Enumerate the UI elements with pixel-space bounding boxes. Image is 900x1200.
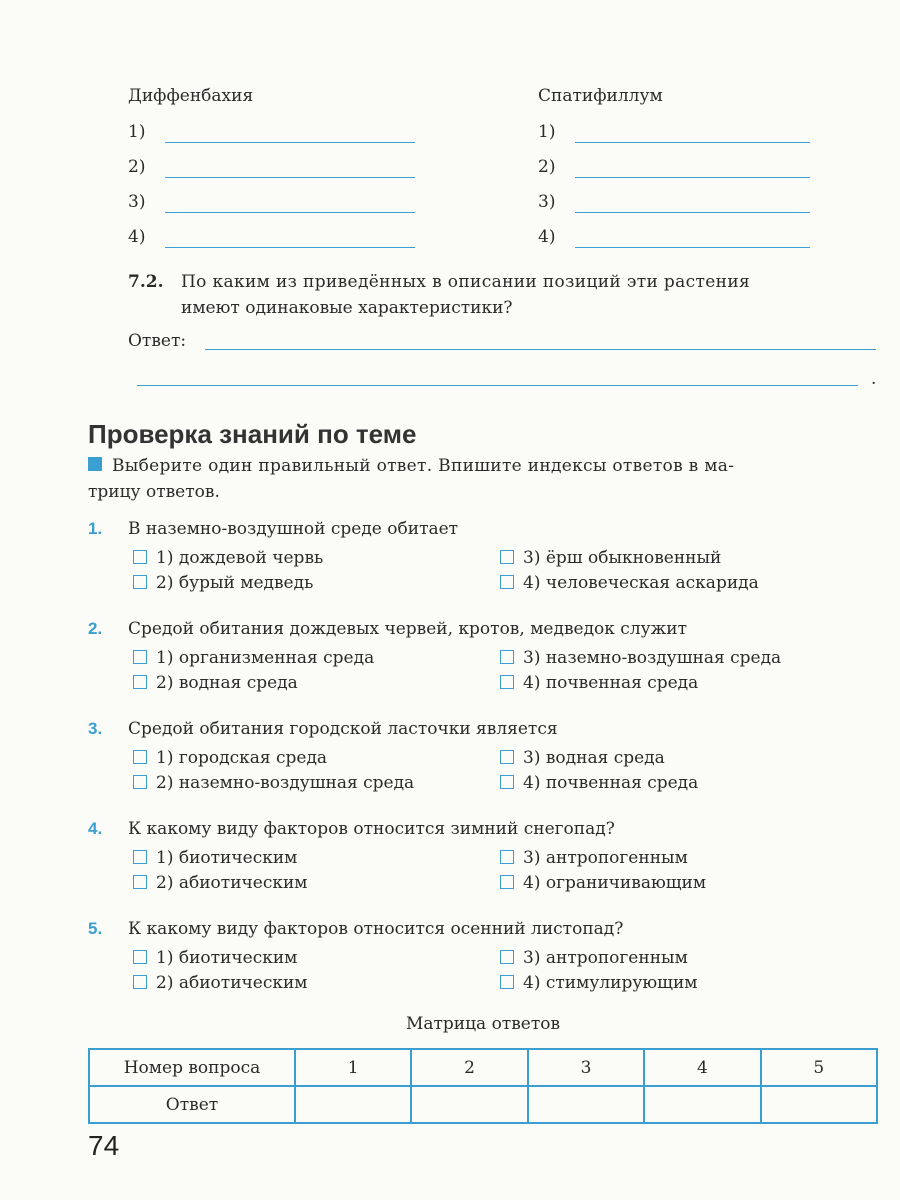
checkbox[interactable] <box>500 650 514 664</box>
instruction-line: трицу ответов. <box>88 482 220 502</box>
answer-line[interactable] <box>575 177 810 178</box>
checkbox[interactable] <box>500 675 514 689</box>
plant-name: Спатифиллум <box>538 86 663 106</box>
row-label: Ответ <box>89 1086 295 1123</box>
item-number: 1) <box>538 122 556 142</box>
answer-option[interactable] <box>500 548 721 568</box>
checkbox[interactable] <box>133 875 147 889</box>
answer-line[interactable] <box>165 212 415 213</box>
option-label: 4) почвенная среда <box>523 773 699 793</box>
task-text: По каким из приведённых в описании позиций эти растения <box>181 272 751 292</box>
question-number: 1. <box>88 519 103 538</box>
column-number: 1 <box>295 1049 411 1086</box>
checkbox[interactable] <box>500 950 514 964</box>
answer-matrix <box>88 1048 878 1124</box>
checkbox[interactable] <box>133 575 147 589</box>
checkbox[interactable] <box>500 550 514 564</box>
checkbox[interactable] <box>133 550 147 564</box>
item-number: 4) <box>538 227 556 247</box>
option-label: 2) водная среда <box>156 673 298 693</box>
option-label: 2) абиотическим <box>156 873 308 893</box>
option-label: 4) человеческая аскарида <box>523 573 759 593</box>
answer-option[interactable] <box>133 948 297 968</box>
answer-line[interactable] <box>575 247 810 248</box>
checkbox[interactable] <box>133 975 147 989</box>
bullet-square-icon <box>88 457 102 471</box>
option-label: 3) антропогенным <box>523 948 688 968</box>
option-label: 2) абиотическим <box>156 973 308 993</box>
option-label: 1) биотическим <box>156 848 298 868</box>
option-label: 3) наземно-воздушная среда <box>523 648 782 668</box>
option-label: 1) городская среда <box>156 748 328 768</box>
column-number: 5 <box>761 1049 877 1086</box>
item-number: 3) <box>128 192 146 212</box>
option-label: 1) дождевой червь <box>156 548 324 568</box>
answer-option[interactable] <box>133 648 374 668</box>
checkbox[interactable] <box>500 875 514 889</box>
section-title: Проверка знаний по теме <box>88 419 417 449</box>
instruction <box>88 456 734 476</box>
checkbox[interactable] <box>133 675 147 689</box>
page-number: 74 <box>88 1130 120 1161</box>
answer-cell[interactable] <box>528 1086 644 1123</box>
answer-option[interactable] <box>133 973 308 993</box>
column-number: 2 <box>411 1049 527 1086</box>
task-text: имеют одинаковые характеристики? <box>181 298 513 318</box>
checkbox[interactable] <box>500 575 514 589</box>
checkbox[interactable] <box>133 850 147 864</box>
question-number: 3. <box>88 719 103 738</box>
question-text: К какому виду факторов относится осенний листопад? <box>128 919 624 939</box>
answer-option[interactable] <box>500 948 688 968</box>
answer-option[interactable] <box>500 648 781 668</box>
instruction-line: Выберите один правильный ответ. Впишите индексы ответов в ма- <box>112 456 735 476</box>
answer-option[interactable] <box>500 973 698 993</box>
plant-name: Диффенбахия <box>128 86 254 106</box>
question-number: 5. <box>88 919 103 938</box>
answer-label: Ответ: <box>128 331 187 351</box>
question-text: Средой обитания городской ласточки является <box>128 719 558 739</box>
answer-cell[interactable] <box>295 1086 411 1123</box>
answer-option[interactable] <box>133 573 313 593</box>
answer-option[interactable] <box>133 673 298 693</box>
answer-option[interactable] <box>133 773 414 793</box>
answer-option[interactable] <box>500 773 698 793</box>
checkbox[interactable] <box>500 975 514 989</box>
question-text: К какому виду факторов относится зимний снегопад? <box>128 819 615 839</box>
answer-option[interactable] <box>133 548 323 568</box>
answer-line[interactable] <box>575 142 810 143</box>
answer-line[interactable] <box>575 212 810 213</box>
answer-line[interactable] <box>165 177 415 178</box>
option-label: 2) бурый медведь <box>156 573 314 593</box>
question-number: 4. <box>88 819 103 838</box>
item-number: 3) <box>538 192 556 212</box>
item-number: 1) <box>128 122 146 142</box>
answer-option[interactable] <box>500 873 706 893</box>
answer-option[interactable] <box>133 748 327 768</box>
answer-option[interactable] <box>133 848 297 868</box>
answer-line[interactable] <box>137 385 858 386</box>
option-label: 4) почвенная среда <box>523 673 699 693</box>
row-label: Номер вопроса <box>89 1049 295 1086</box>
checkbox[interactable] <box>133 750 147 764</box>
option-label: 1) организменная среда <box>156 648 375 668</box>
task-number: 7.2. <box>128 272 164 292</box>
checkbox[interactable] <box>133 650 147 664</box>
column-number: 3 <box>528 1049 644 1086</box>
option-label: 4) ограничивающим <box>523 873 707 893</box>
matrix-title: Матрица ответов <box>405 1014 561 1034</box>
checkbox[interactable] <box>133 950 147 964</box>
item-number: 4) <box>128 227 146 247</box>
question-text: Средой обитания дождевых червей, кротов, медведок служит <box>128 619 687 639</box>
item-number: 2) <box>128 157 146 177</box>
answer-option[interactable] <box>500 673 698 693</box>
period: . <box>871 369 877 389</box>
item-number: 2) <box>538 157 556 177</box>
question-number: 2. <box>88 619 103 638</box>
option-label: 1) биотическим <box>156 948 298 968</box>
option-label: 3) водная среда <box>523 748 665 768</box>
answer-option[interactable] <box>133 873 308 893</box>
question-text: В наземно-воздушной среде обитает <box>128 519 459 539</box>
answer-cell[interactable] <box>761 1086 877 1123</box>
answer-line[interactable] <box>165 142 415 143</box>
answer-cell[interactable] <box>411 1086 527 1123</box>
checkbox[interactable] <box>500 775 514 789</box>
option-label: 3) антропогенным <box>523 848 688 868</box>
option-label: 2) наземно-воздушная среда <box>156 773 415 793</box>
answer-line[interactable] <box>205 349 876 350</box>
matrix-header-row <box>89 1049 877 1086</box>
answer-line[interactable] <box>165 247 415 248</box>
answer-option[interactable] <box>500 573 759 593</box>
answer-cell[interactable] <box>644 1086 760 1123</box>
option-label: 4) стимулирующим <box>523 973 698 993</box>
checkbox[interactable] <box>133 775 147 789</box>
answer-option[interactable] <box>500 748 665 768</box>
matrix-answer-row <box>89 1086 877 1123</box>
column-number: 4 <box>644 1049 760 1086</box>
answer-option[interactable] <box>500 848 688 868</box>
checkbox[interactable] <box>500 850 514 864</box>
option-label: 3) ёрш обыкновенный <box>523 548 722 568</box>
checkbox[interactable] <box>500 750 514 764</box>
